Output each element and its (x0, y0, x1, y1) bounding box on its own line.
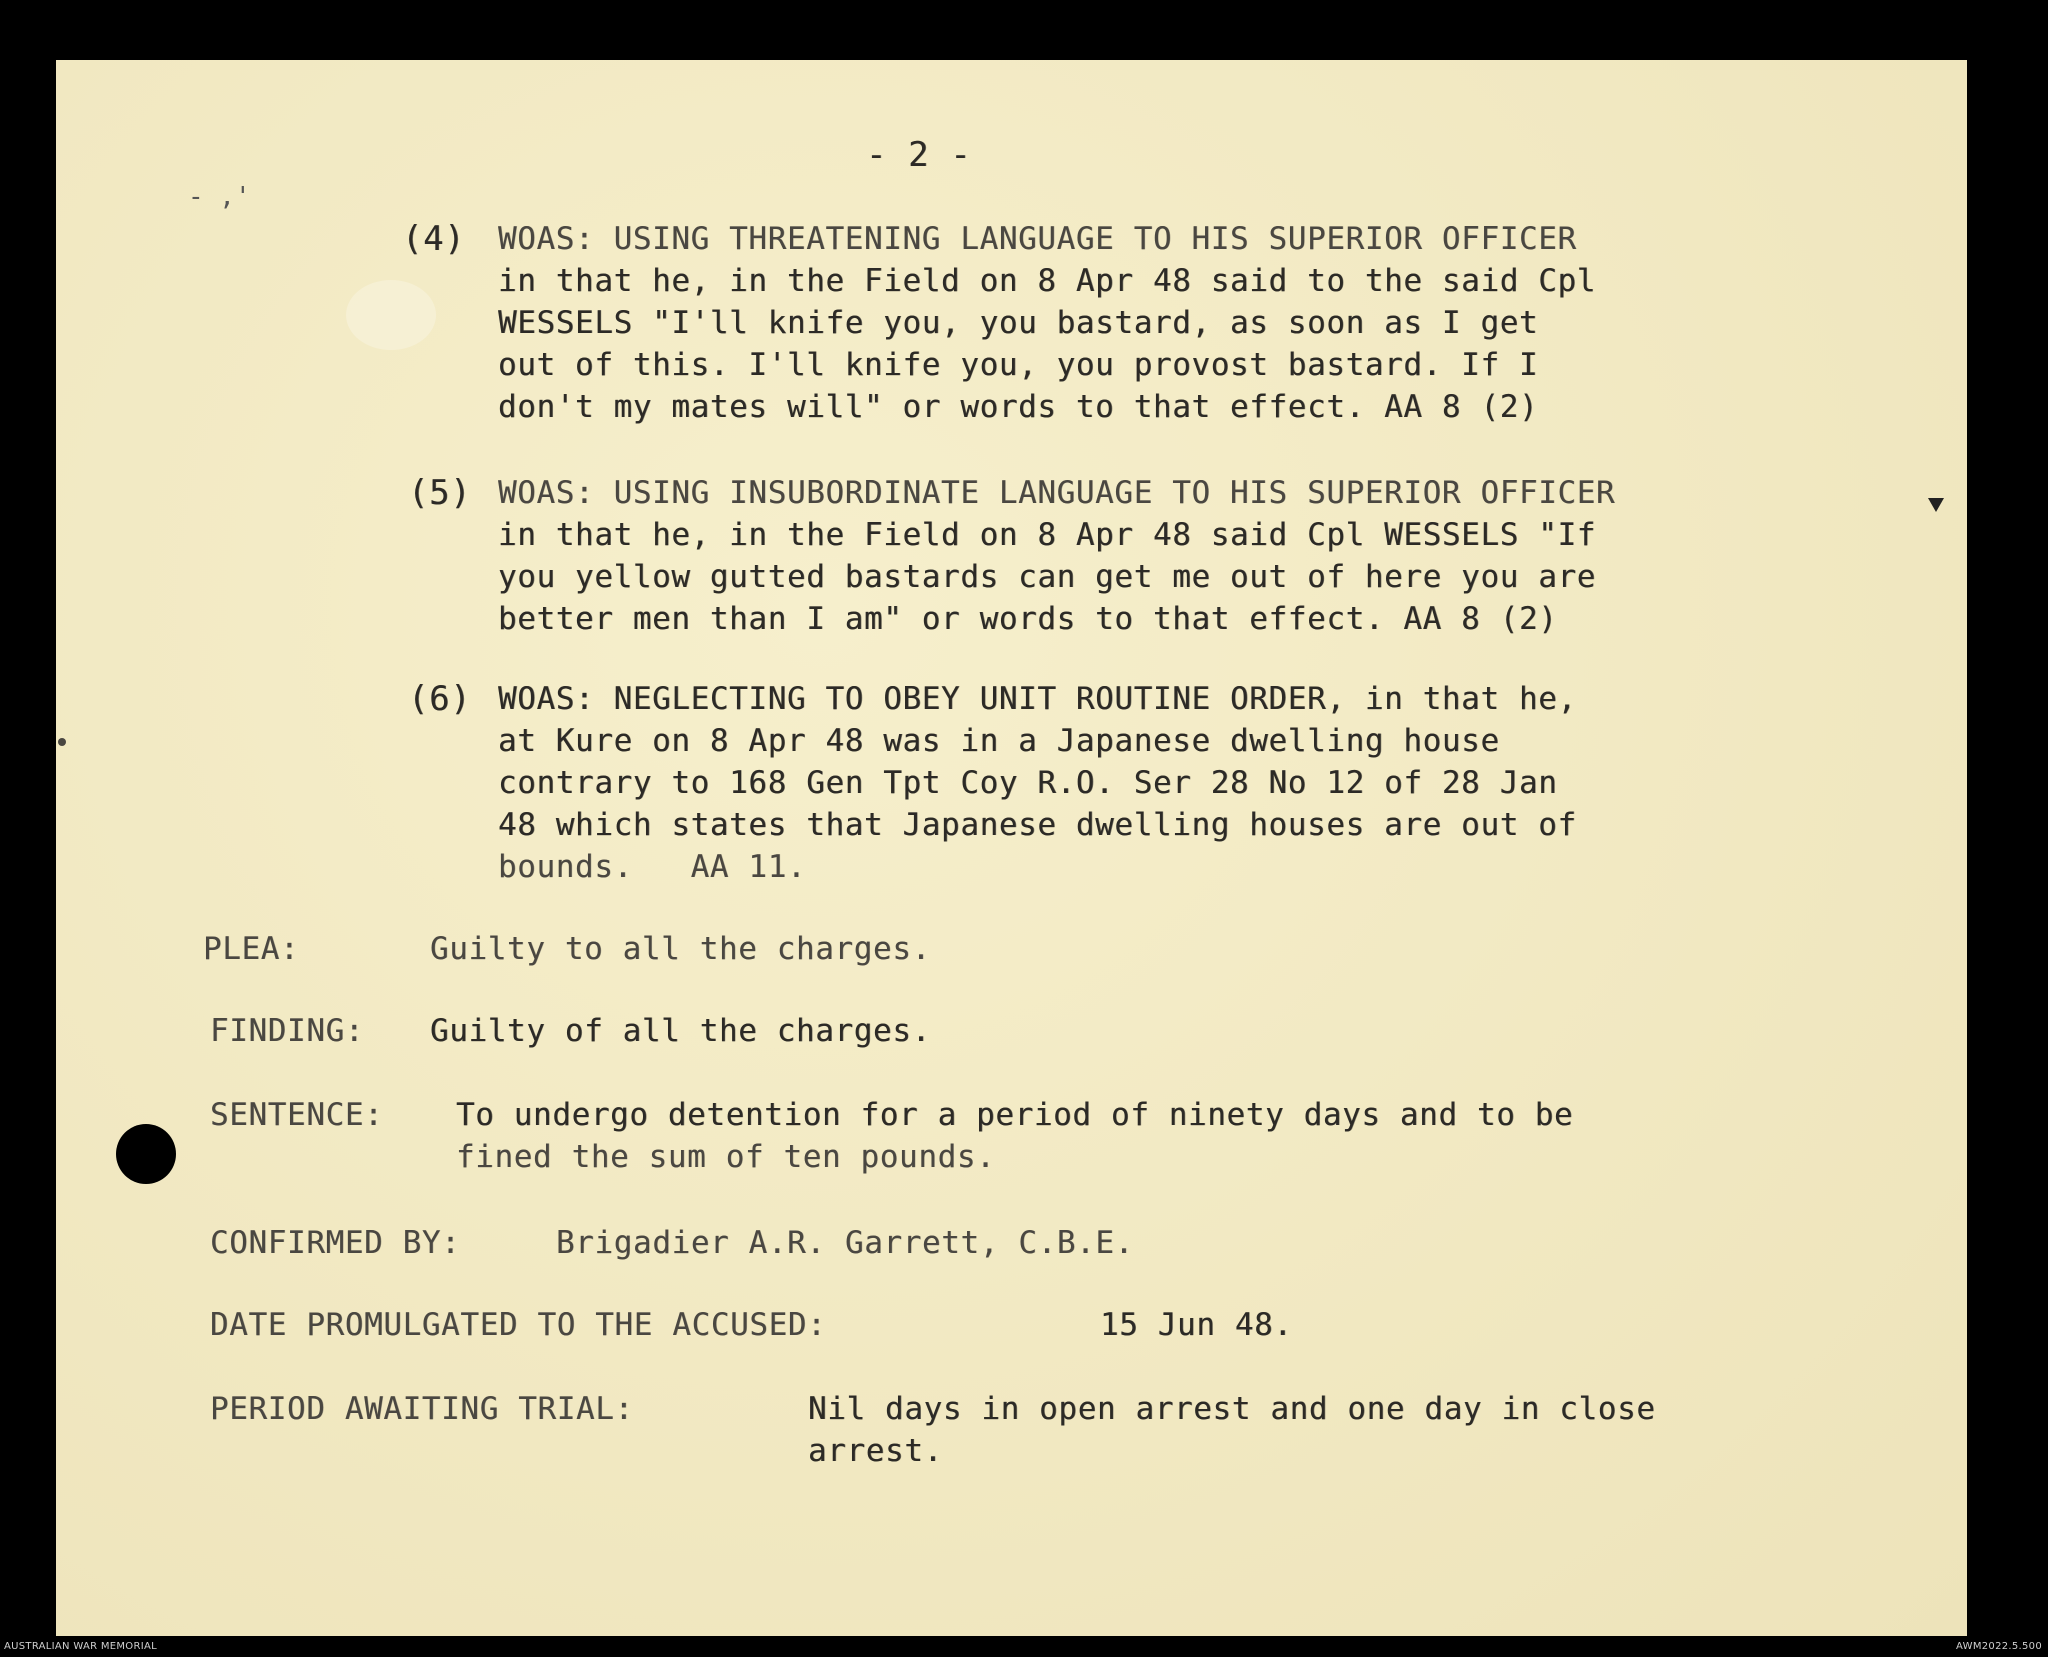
awaiting-label: PERIOD AWAITING TRIAL: (210, 1391, 634, 1427)
charge-4-line-5: don't my mates will" or words to that effect. AA 8 (2) (498, 389, 1539, 425)
charge-5-line-3: you yellow gutted bastards can get me out of here you are (498, 559, 1597, 595)
punch-hole (116, 1124, 176, 1184)
awaiting-line-1: Nil days in open arrest and one day in close (808, 1391, 1656, 1427)
charge-4-line-2: in that he, in the Field on 8 Apr 48 said to the said Cpl (498, 263, 1597, 299)
confirmed-value: Brigadier A.R. Garrett, C.B.E. (556, 1225, 1134, 1261)
ink-dot (58, 738, 66, 746)
finding-label: FINDING: (210, 1013, 365, 1049)
charge-5-line-1: WOAS: USING INSUBORDINATE LANGUAGE TO HIS SUPERIOR OFFICER (498, 475, 1616, 511)
plea-label: PLEA: (203, 931, 300, 967)
pin-mark (1928, 498, 1944, 512)
margin-mark: - ,' (188, 182, 251, 212)
charge-4-line-1: WOAS: USING THREATENING LANGUAGE TO HIS SUPERIOR OFFICER (498, 221, 1577, 257)
charge-6-number: (6) (408, 679, 472, 719)
charge-5-number: (5) (408, 473, 472, 513)
footer-credit: AUSTRALIAN WAR MEMORIAL (4, 1641, 157, 1652)
sentence-line-1: To undergo detention for a period of ninety days and to be (456, 1097, 1574, 1133)
sentence-line-2: fined the sum of ten pounds. (456, 1139, 996, 1175)
finding-value: Guilty of all the charges. (430, 1013, 931, 1049)
awaiting-line-2: arrest. (808, 1433, 943, 1469)
charge-6-line-2: at Kure on 8 Apr 48 was in a Japanese dwelling house (498, 723, 1500, 759)
promulgated-label: DATE PROMULGATED TO THE ACCUSED: (210, 1307, 827, 1343)
footer-accession-number: AWM2022.5.500 (1956, 1641, 2042, 1652)
charge-5-line-2: in that he, in the Field on 8 Apr 48 said Cpl WESSELS "If (498, 517, 1597, 553)
charge-4-line-3: WESSELS "I'll knife you, you bastard, as soon as I get (498, 305, 1539, 341)
plea-value: Guilty to all the charges. (430, 931, 931, 967)
charge-4-line-4: out of this. I'll knife you, you provost bastard. If I (498, 347, 1539, 383)
sentence-label: SENTENCE: (210, 1097, 384, 1133)
charge-4-number: (4) (402, 219, 466, 259)
charge-6-line-4: 48 which states that Japanese dwelling houses are out of (498, 807, 1577, 843)
charge-6-line-1: WOAS: NEGLECTING TO OBEY UNIT ROUTINE ORDER, in that he, (498, 681, 1577, 717)
confirmed-label: CONFIRMED BY: (210, 1225, 461, 1261)
charge-6-line-5: bounds. AA 11. (498, 849, 807, 885)
promulgated-value: 15 Jun 48. (1100, 1307, 1293, 1343)
charge-6-line-3: contrary to 168 Gen Tpt Coy R.O. Ser 28 No 12 of 28 Jan (498, 765, 1558, 801)
charge-5-line-4: better men than I am" or words to that effect. AA 8 (2) (498, 601, 1558, 637)
page-number: - 2 - (866, 135, 972, 175)
paper-stain (346, 280, 436, 350)
